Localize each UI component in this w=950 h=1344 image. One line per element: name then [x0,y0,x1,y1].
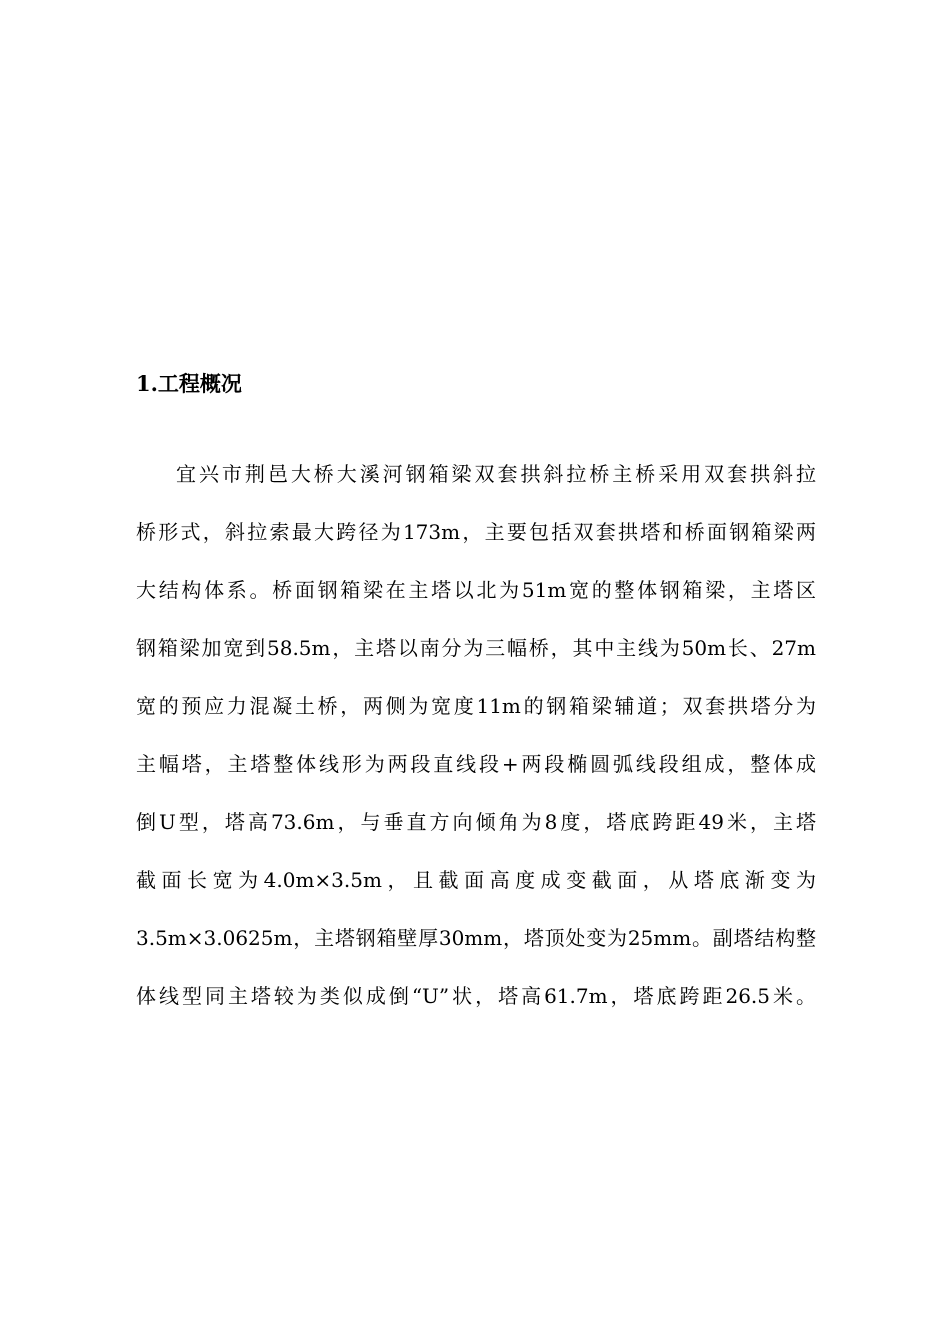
paragraph-line: 体线型同主塔较为类似成倒“U”状，塔高61.7m，塔底跨距26.5米。 [136,984,816,1008]
paragraph-line: 宽的预应力混凝土桥，两侧为宽度11m的钢箱梁辅道；双套拱塔分为 [136,694,816,718]
paragraph-line: 大结构体系。桥面钢箱梁在主塔以北为51m宽的整体钢箱梁，主塔区 [136,578,816,602]
paragraph-line: 截面长宽为4.0m×3.5m，且截面高度成变截面，从塔底渐变为 [136,868,816,892]
paragraph-line: 钢箱梁加宽到58.5m，主塔以南分为三幅桥，其中主线为50m长、27m [136,636,816,660]
paragraph-line: 桥形式，斜拉索最大跨径为173m，主要包括双套拱塔和桥面钢箱梁两 [136,520,816,544]
paragraph-line: 3.5m×3.0625m，主塔钢箱壁厚30mm，塔顶处变为25mm。副塔结构整 [136,926,816,950]
paragraph-line: 主幅塔，主塔整体线形为两段直线段+两段椭圆弧线段组成，整体成 [136,752,816,776]
paragraph-project-overview [136,454,816,1034]
section-heading: 1.工程概况 [136,371,242,396]
paragraph-line: 倒U型，塔高73.6m，与垂直方向倾角为8度，塔底跨距49米，主塔 [136,810,816,834]
paragraph-line: 宜兴市荆邑大桥大溪河钢箱梁双套拱斜拉桥主桥采用双套拱斜拉 [176,462,816,486]
